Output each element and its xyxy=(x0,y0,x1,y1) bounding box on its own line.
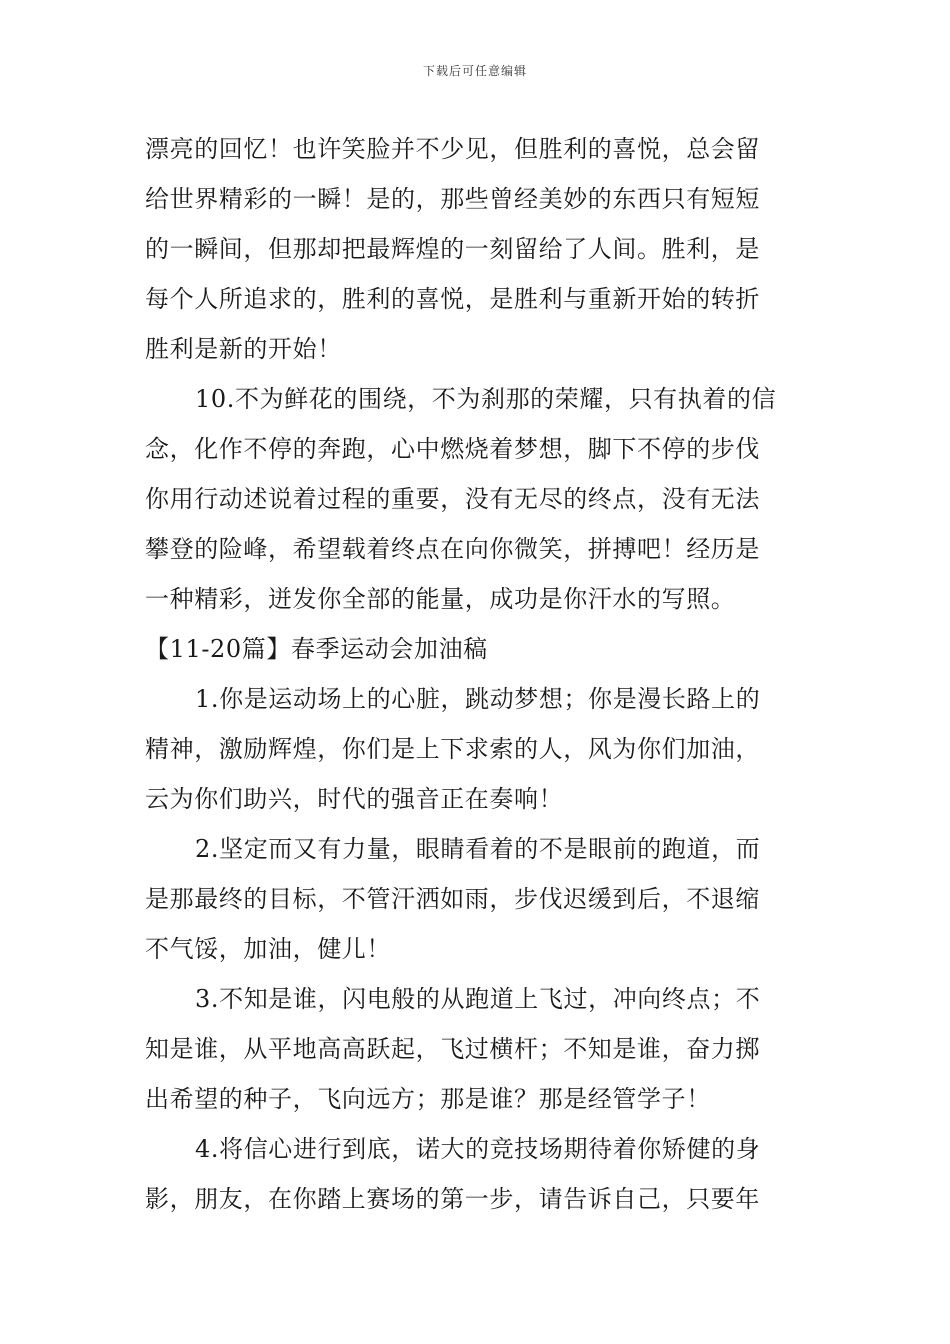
text-line: 4.将信心进行到底，诺大的竞技场期待着你矫健的身 xyxy=(195,1135,761,1163)
text-line: 胜利是新的开始！ xyxy=(145,335,342,363)
text-line: 不气馁，加油，健儿！ xyxy=(145,935,391,963)
text-line: 是那最终的目标，不管汗洒如雨，步伐迟缓到后，不退缩 xyxy=(145,885,760,913)
text-line: 出希望的种子，飞向远方；那是谁？那是经管学子！ xyxy=(145,1085,711,1113)
text-line: 3.不知是谁，闪电般的从跑道上飞过，冲向终点；不 xyxy=(195,985,761,1013)
text-line: 影，朋友，在你踏上赛场的第一步，请告诉自己，只要年 xyxy=(145,1185,760,1213)
text-line: 攀登的险峰，希望载着终点在向你微笑，拼搏吧！经历是 xyxy=(145,535,760,563)
text-line: 10.不为鲜花的围绕，不为刹那的荣耀，只有执着的信 xyxy=(195,385,777,413)
text-line: 精神，激励辉煌，你们是上下求索的人，风为你们加油， xyxy=(145,735,760,763)
text-line: 给世界精彩的一瞬！是的，那些曾经美妙的东西只有短短 xyxy=(145,185,760,213)
page-header: 下载后可任意编辑 xyxy=(422,64,527,78)
text-line: 【11-20篇】春季运动会加油稿 xyxy=(145,635,488,663)
text-line: 云为你们助兴，时代的强音正在奏响！ xyxy=(145,785,564,813)
text-line: 念，化作不停的奔跑，心中燃烧着梦想，脚下不停的步伐 xyxy=(145,435,760,463)
document-body xyxy=(145,124,809,1224)
text-line: 2.坚定而又有力量，眼睛看着的不是眼前的跑道，而 xyxy=(195,835,761,863)
text-line: 漂亮的回忆！也许笑脸并不少见，但胜利的喜悦，总会留 xyxy=(145,135,760,163)
text-line: 你用行动述说着过程的重要，没有无尽的终点，没有无法 xyxy=(145,485,760,513)
text-line: 一种精彩，迸发你全部的能量，成功是你汗水的写照。 xyxy=(145,585,736,613)
text-line: 知是谁，从平地高高跃起，飞过横杆；不知是谁，奋力掷 xyxy=(145,1035,760,1063)
text-line: 每个人所追求的，胜利的喜悦，是胜利与重新开始的转折 xyxy=(145,285,760,313)
text-line: 的一瞬间，但那却把最辉煌的一刻留给了人间。胜利，是 xyxy=(145,235,760,263)
text-line: 1.你是运动场上的心脏，跳动梦想；你是漫长路上的 xyxy=(195,685,761,713)
